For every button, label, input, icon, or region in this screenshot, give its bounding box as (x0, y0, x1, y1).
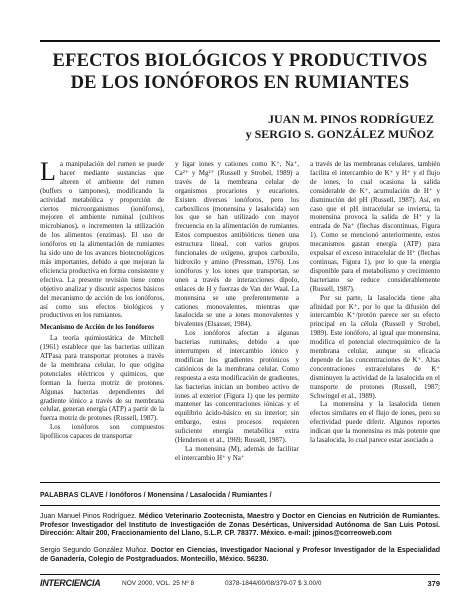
affiliation-2-name: Sergio Segundo González Muñoz. (40, 547, 149, 554)
body-paragraph: La monensina y la lasalocida tienen efectos similares en el flujo de iones, pero su efectividad puede diferir. Algunos reportes indican que la monensina es más potente que la lasalocida, lo cual parece estar asociado a (310, 400, 440, 445)
body-column-2 (175, 160, 299, 470)
body-column-1 (40, 160, 164, 470)
issue-info: NOV 2000, VOL. 25 Nº 8 (122, 580, 195, 587)
body-column-3 (310, 160, 440, 470)
title-line-2: DE LOS IONÓFOROS EN RUMIANTES (70, 73, 410, 93)
page-number: 379 (427, 579, 440, 588)
body-paragraph: y ligar iones y cationes como K⁺, Na⁺, Ca²⁺ y Mg²⁺ (Russell y Strobel, 1989) a través de la membrana celular de organismos procariotes y eucariotes. Existen diversos ionóforos, pero los carboxílicos (monensina y lasalocida) son los que se han utilizado con mayor frecuencia en la alimentación de rumiantes. Estos compuestos antibióticos tienen una estructura lineal, con varios grupos funcionales de oxígeno, grupos carboxilo, hidroxilo y amino (Pressman, 1976). Los ionóforos y los iones que transportan, se unen a través de interacciones dipolo, enlaces de H y fuerzas de Van der Waal. La monensina se une preferentemente a cationes monovalentes, mientras que lasalocida se une a iones monovalentes y bivalentes (Elsasser, 1984). (175, 160, 299, 329)
affiliation-2 (40, 547, 440, 564)
page-footer (40, 578, 440, 592)
body-paragraph: La monensina (M), además de facilitar el intercambio H⁺ y Na⁺ (175, 445, 299, 462)
body-paragraph: Los ionóforos afectan a algunas bacterias ruminales, debido a que interrumpen el intercambio iónico y modifican los gradientes protónicos y catiónicos de la membrana celular. Como respuesta a esta modificación de gradientes, las bacterias inician un bombeo activo de iones al exterior (Figura 1) que les permite mantener las concentraciones iónicas y el equilibrio ácido-básico en su interior; sin embargo, estos procesos requieren suficiente energía metabólica extra (Henderson et al., 1969; Russell, 1987). (175, 329, 299, 445)
affiliation-1-text: Médico Veterinario Zootecnista, Maestro y Doctor en Ciencias en Nutrición de Rumiantes. Profesor Investigador del Instituto de Investigación de Zonas Desérticas, Universidad Autónoma de San Luis Potosí. Dirección: Altair 200, Fraccionamiento del Llano, S.L.P. CP. 78377. México. e-mail: jpinos@correoweb.com (40, 513, 440, 538)
affiliation-2-text: Doctor en Ciencias, Investigador Nacional y Profesor Investigador de la Especialidad de Ganadería, Colegio de Postgraduados. Montecillo, México. 56230. (40, 547, 440, 563)
body-paragraph: Por su parte, la lasalocida tiene alta afinidad por K⁺, por lo que la difusión del intercambio K⁺/protón parece ser su efecto principal en la célula (Russell y Strobel, 1989). Este ionóforo, al igual que monensina, modifica el potencial electroquímico de la membrana celular, aunque su eficacia depende de las concentraciones de K⁺. Altas concentraciones extracelulares de K⁺ disminuyen la actividad de la lasalocida en el transporte de protones (Russell, 1987; Schwingel et al., 1989). (310, 293, 440, 400)
section-heading: Mecanismo de Acción de los Ionóforos (40, 323, 155, 332)
author-line-1: JUAN M. PINOS RODRÍGUEZ (267, 112, 434, 126)
author-line-2: y SERGIO S. GONZÁLEZ MUÑOZ (245, 127, 434, 141)
article-title (40, 50, 440, 94)
body-paragraph: a través de las membranas celulares, también facilita el intercambio de K⁺ y H⁺ y el flujo de iones, lo cual ocasiona la salida considerable de K⁺, acumulación de H⁺ y disminución del pH (Russell, 1987). Así, en caso que el pH intracelular se invierta, la monensina provoca la salida de H⁺ y la entrada de Na⁺ (flechas discontinuas, Figura 1). Como se mencionó anteriormente, estos mecanismos gastan energía (ATP) para expulsar el exceso intracelular de H⁺ (flechas continuas, Figura 1), por lo que la energía disponible para el metabolismo y crecimiento bacteriano se reduce considerablemente (Russell, 1987). (310, 160, 440, 293)
affiliation-1-name: Juan Manuel Pinos Rodríguez. (40, 513, 137, 520)
title-line-1: EFECTOS BIOLÓGICOS Y PRODUCTIVOS (52, 51, 428, 71)
keywords: PALABRAS CLAVE / Ionóforos / Monensina / Lasalocida / Rumiantes / (40, 492, 272, 499)
footer-rule (40, 574, 440, 575)
journal-logo: INTERCIENCIA (40, 578, 101, 588)
drop-cap: L (40, 160, 56, 186)
body-paragraph: La teoría quimiostática de Mitchell (1961) establece que las bacterias utilizan ATPasa para transportar protones a través de la membrana celular, lo que origina potenciales eléctricos y químicos, que forman la fuerza motriz de protones. Algunas bacterias dependientes del gradiente iónico a través de su membrana celular, generan energía (ATP) a partir de la fuerza motriz de protones (Russell, 1987). (40, 334, 164, 423)
keywords-top-rule (40, 482, 440, 483)
body-paragraph: Los ionóforos son compuestos lipofílicos capaces de transportar (40, 423, 164, 441)
intro-paragraph: La manipulación del rumen se puede hacer mediante sustancias que alteren el ambiente del rumen (buffers o tampones), modificando la actividad metabólica y proporción de ciertos microorganismos (ionóforos), mejoren el ambiente ruminal (cultivos microbianos), o incrementen la utilización de los alimentos (enzimas). El uso de ionóforos en la alimentación de rumiantes ha sido uno de los avances biotecnológicos más importantes, debido a que mejoran la eficiencia productiva en forma consistente y efectiva. La presente revisión tiene como objetivo analizar y discutir aspectos básicos del mecanismo de acción de los ionóforos, así como sus efectos biológicos y productivos en los rumiantes. (40, 160, 164, 320)
affiliation-1 (40, 513, 440, 539)
issn-code: 0378-1844/00/08/379-07 $ 3.00/0 (225, 580, 322, 587)
top-rule (40, 40, 440, 42)
keywords-bottom-rule (40, 505, 440, 506)
